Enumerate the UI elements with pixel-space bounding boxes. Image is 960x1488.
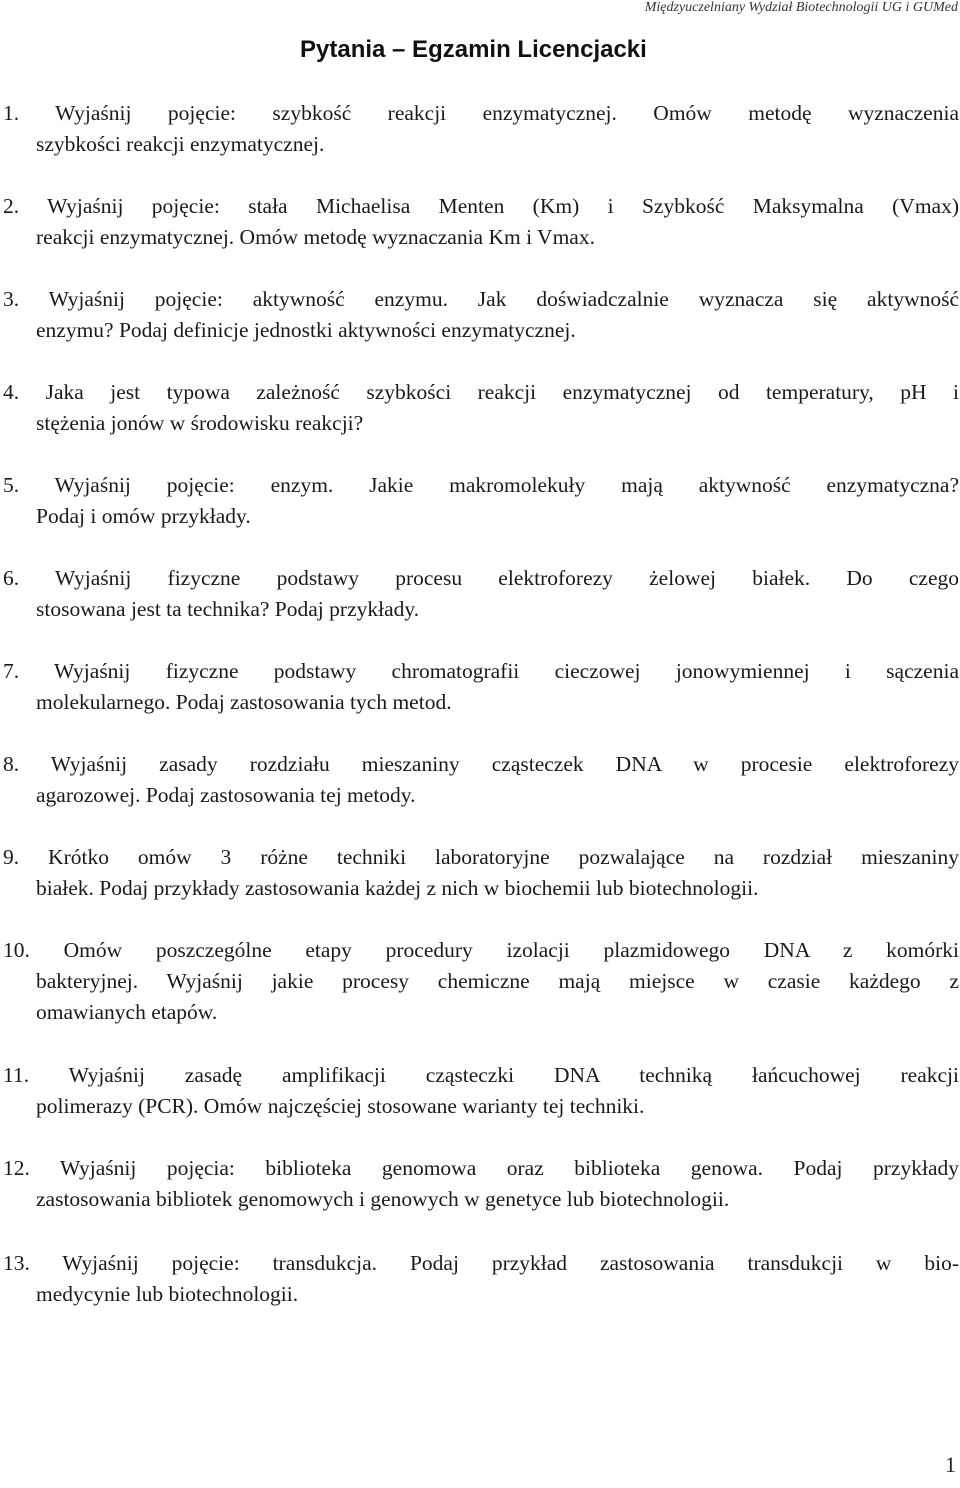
question-line: molekularnego. Podaj zastosowania tych metod.: [36, 690, 452, 714]
question-line: 1. Wyjaśnij pojęcie: szybkość reakcji enzymatycznej. Omów metodę wyznaczenia: [3, 101, 959, 125]
question-line: enzymu? Podaj definicje jednostki aktywności enzymatycznej.: [36, 318, 576, 342]
question-13: [3, 1248, 959, 1310]
question-8: [3, 749, 959, 811]
question-line: 10. Omów poszczególne etapy procedury izolacji plazmidowego DNA z komórki: [3, 938, 959, 962]
question-line: stężenia jonów w środowisku reakcji?: [36, 411, 364, 435]
question-4: [3, 377, 959, 439]
question-line: 4. Jaka jest typowa zależność szybkości reakcji enzymatycznej od temperatury, pH i: [3, 380, 959, 404]
question-line: 12. Wyjaśnij pojęcia: biblioteka genomowa oraz biblioteka genowa. Podaj przykłady: [3, 1156, 959, 1180]
question-line: Podaj i omów przykłady.: [36, 504, 251, 528]
question-line: reakcji enzymatycznej. Omów metodę wyznaczania Km i Vmax.: [36, 225, 595, 249]
question-line: 9. Krótko omów 3 różne techniki laboratoryjne pozwalające na rozdział mieszaniny: [3, 845, 959, 869]
institution-header: Międzyuczelniany Wydział Biotechnologii UG i GUMed: [644, 0, 958, 15]
question-line: 11. Wyjaśnij zasadę amplifikacji cząsteczki DNA techniką łańcuchowej reakcji: [3, 1063, 959, 1087]
question-line: 6. Wyjaśnij fizyczne podstawy procesu elektroforezy żelowej białek. Do czego: [3, 566, 959, 590]
question-9: [3, 842, 959, 904]
question-line: agarozowej. Podaj zastosowania tej metody.: [36, 783, 416, 807]
question-line: 7. Wyjaśnij fizyczne podstawy chromatografii cieczowej jonowymiennej i sączenia: [3, 659, 959, 683]
page-number: 1: [945, 1452, 956, 1477]
question-line: 5. Wyjaśnij pojęcie: enzym. Jakie makromolekuły mają aktywność enzymatyczna?: [3, 473, 959, 497]
question-6: [3, 563, 959, 625]
question-line: 2. Wyjaśnij pojęcie: stała Michaelisa Menten (Km) i Szybkość Maksymalna (Vmax): [3, 194, 959, 218]
question-line: 13. Wyjaśnij pojęcie: transdukcja. Podaj przykład zastosowania transdukcji w bio-: [3, 1251, 959, 1275]
question-line: medycynie lub biotechnologii.: [36, 1282, 299, 1306]
question-5: [3, 470, 959, 532]
question-line: polimerazy (PCR). Omów najczęściej stosowane warianty tej techniki.: [36, 1094, 645, 1118]
question-3: [3, 284, 959, 346]
question-line: 3. Wyjaśnij pojęcie: aktywność enzymu. Jak doświadczalnie wyznacza się aktywność: [3, 287, 959, 311]
question-line: stosowana jest ta technika? Podaj przykłady.: [36, 597, 420, 621]
question-1: [3, 98, 959, 160]
question-line: szybkości reakcji enzymatycznej.: [36, 132, 325, 156]
question-line: białek. Podaj przykłady zastosowania każdej z nich w biochemii lub biotechnologii.: [36, 876, 759, 900]
question-2: [3, 191, 959, 253]
question-12: [3, 1153, 959, 1215]
question-line: bakteryjnej. Wyjaśnij jakie procesy chemiczne mają miejsce w czasie każdego z: [36, 969, 959, 993]
question-line: omawianych etapów.: [36, 1000, 218, 1024]
question-11: [3, 1060, 959, 1122]
question-10: [3, 935, 959, 1028]
page-title: Pytania – Egzamin Licencjacki: [300, 36, 647, 63]
question-7: [3, 656, 959, 718]
question-line: zastosowania bibliotek genomowych i genowych w genetyce lub biotechnologii.: [36, 1187, 730, 1211]
question-line: 8. Wyjaśnij zasady rozdziału mieszaniny cząsteczek DNA w procesie elektroforezy: [3, 752, 959, 776]
